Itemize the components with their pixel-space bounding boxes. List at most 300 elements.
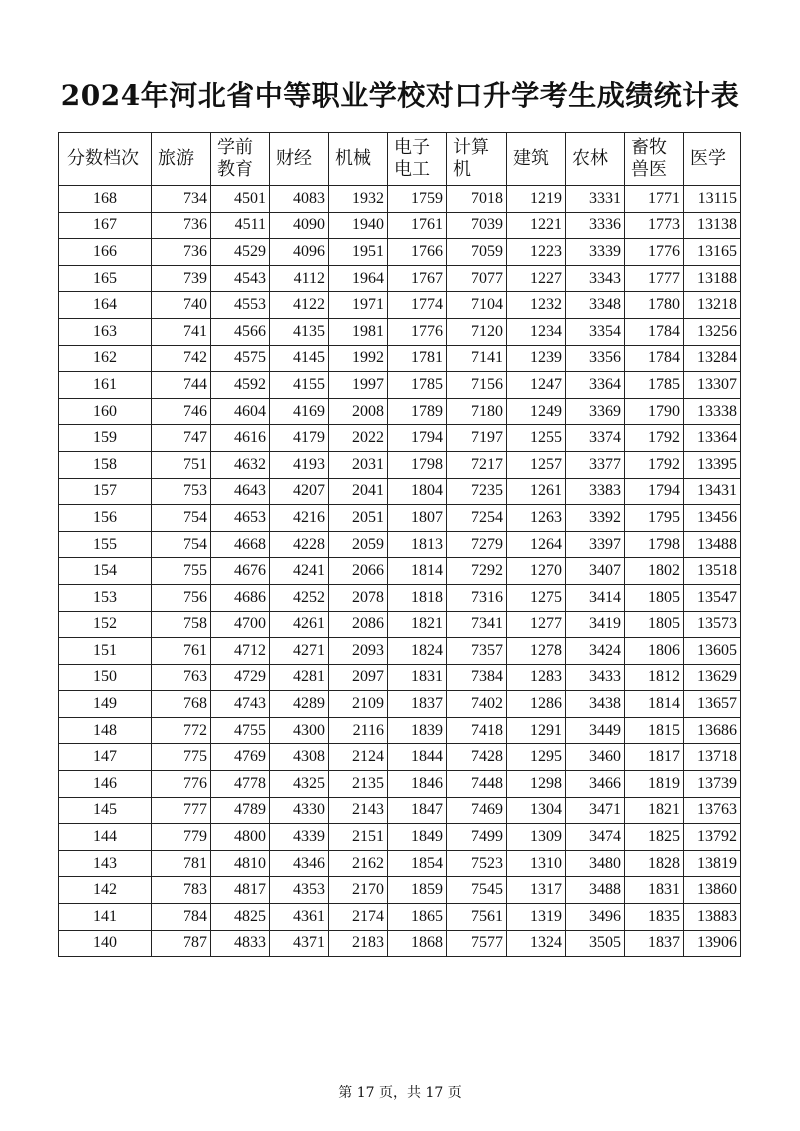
count-cell: 2170	[329, 877, 388, 904]
count-cell: 1227	[507, 265, 566, 292]
count-cell: 4686	[211, 584, 270, 611]
count-cell: 1286	[507, 691, 566, 718]
count-cell: 3374	[566, 425, 625, 452]
table-row	[59, 611, 741, 638]
count-cell: 1247	[507, 372, 566, 399]
count-cell: 1295	[507, 744, 566, 771]
table-row	[59, 904, 741, 931]
count-cell: 2051	[329, 505, 388, 532]
score-cell: 168	[59, 186, 152, 213]
count-cell: 13256	[684, 318, 741, 345]
count-cell: 2008	[329, 398, 388, 425]
count-cell: 1837	[388, 691, 447, 718]
count-cell: 2093	[329, 638, 388, 665]
count-cell: 1789	[388, 398, 447, 425]
count-cell: 3480	[566, 850, 625, 877]
score-cell: 163	[59, 318, 152, 345]
count-cell: 1249	[507, 398, 566, 425]
count-cell: 4755	[211, 717, 270, 744]
column-header	[447, 133, 507, 186]
column-header-line: 计算机	[453, 137, 489, 180]
count-cell: 3438	[566, 691, 625, 718]
count-cell: 758	[152, 611, 211, 638]
score-cell: 144	[59, 824, 152, 851]
count-cell: 1798	[388, 451, 447, 478]
count-cell: 3424	[566, 638, 625, 665]
column-header-line: 医学	[690, 148, 726, 169]
count-cell: 754	[152, 505, 211, 532]
count-cell: 1847	[388, 797, 447, 824]
count-cell: 7254	[447, 505, 507, 532]
count-cell: 3354	[566, 318, 625, 345]
count-cell: 775	[152, 744, 211, 771]
count-cell: 1298	[507, 771, 566, 798]
score-cell: 146	[59, 771, 152, 798]
count-cell: 13138	[684, 212, 741, 239]
count-cell: 3392	[566, 505, 625, 532]
table-row	[59, 345, 741, 372]
count-cell: 3348	[566, 292, 625, 319]
count-cell: 768	[152, 691, 211, 718]
count-cell: 4729	[211, 664, 270, 691]
count-cell: 3449	[566, 717, 625, 744]
count-cell: 1790	[625, 398, 684, 425]
score-cell: 156	[59, 505, 152, 532]
count-cell: 7316	[447, 584, 507, 611]
count-cell: 13218	[684, 292, 741, 319]
count-cell: 3460	[566, 744, 625, 771]
count-cell: 1818	[388, 584, 447, 611]
count-cell: 1761	[388, 212, 447, 239]
score-cell: 145	[59, 797, 152, 824]
count-cell: 7217	[447, 451, 507, 478]
count-cell: 4308	[270, 744, 329, 771]
score-cell: 143	[59, 850, 152, 877]
count-cell: 4228	[270, 531, 329, 558]
count-cell: 13518	[684, 558, 741, 585]
table-row	[59, 797, 741, 824]
page-footer: 第 17 页，共 17 页	[338, 1085, 462, 1101]
score-cell: 151	[59, 638, 152, 665]
count-cell: 1261	[507, 478, 566, 505]
count-cell: 2059	[329, 531, 388, 558]
count-cell: 1792	[625, 425, 684, 452]
count-cell: 787	[152, 930, 211, 957]
table-row	[59, 398, 741, 425]
count-cell: 13115	[684, 186, 741, 213]
count-cell: 4252	[270, 584, 329, 611]
count-cell: 7279	[447, 531, 507, 558]
count-cell: 1780	[625, 292, 684, 319]
score-cell: 167	[59, 212, 152, 239]
count-cell: 1813	[388, 531, 447, 558]
count-cell: 1776	[388, 318, 447, 345]
count-cell: 3407	[566, 558, 625, 585]
count-cell: 2124	[329, 744, 388, 771]
count-cell: 2066	[329, 558, 388, 585]
count-cell: 4096	[270, 239, 329, 266]
column-header	[566, 133, 625, 186]
count-cell: 1774	[388, 292, 447, 319]
count-cell: 1821	[625, 797, 684, 824]
table-row	[59, 850, 741, 877]
score-cell: 164	[59, 292, 152, 319]
count-cell: 4653	[211, 505, 270, 532]
count-cell: 1819	[625, 771, 684, 798]
count-cell: 4789	[211, 797, 270, 824]
count-cell: 1777	[625, 265, 684, 292]
count-cell: 3505	[566, 930, 625, 957]
count-cell: 13165	[684, 239, 741, 266]
count-cell: 1812	[625, 664, 684, 691]
count-cell: 1805	[625, 584, 684, 611]
count-cell: 13657	[684, 691, 741, 718]
count-cell: 4207	[270, 478, 329, 505]
count-cell: 7059	[447, 239, 507, 266]
table-row	[59, 505, 741, 532]
table-row	[59, 771, 741, 798]
count-cell: 7523	[447, 850, 507, 877]
count-cell: 1324	[507, 930, 566, 957]
count-cell: 781	[152, 850, 211, 877]
count-cell: 13284	[684, 345, 741, 372]
count-cell: 1940	[329, 212, 388, 239]
count-cell: 7077	[447, 265, 507, 292]
count-cell: 736	[152, 239, 211, 266]
count-cell: 3336	[566, 212, 625, 239]
count-cell: 2097	[329, 664, 388, 691]
score-cell: 154	[59, 558, 152, 585]
count-cell: 2041	[329, 478, 388, 505]
score-cell: 153	[59, 584, 152, 611]
count-cell: 3466	[566, 771, 625, 798]
count-cell: 4800	[211, 824, 270, 851]
count-cell: 7197	[447, 425, 507, 452]
count-cell: 1971	[329, 292, 388, 319]
count-cell: 741	[152, 318, 211, 345]
column-header-line: 兽医	[631, 159, 667, 180]
count-cell: 1964	[329, 265, 388, 292]
count-cell: 4241	[270, 558, 329, 585]
count-cell: 1805	[625, 611, 684, 638]
count-cell: 4676	[211, 558, 270, 585]
count-cell: 1773	[625, 212, 684, 239]
count-cell: 7341	[447, 611, 507, 638]
column-header	[684, 133, 741, 186]
count-cell: 4122	[270, 292, 329, 319]
count-cell: 1785	[388, 372, 447, 399]
count-cell: 2086	[329, 611, 388, 638]
count-cell: 7499	[447, 824, 507, 851]
count-cell: 3369	[566, 398, 625, 425]
count-cell: 7384	[447, 664, 507, 691]
count-cell: 1981	[329, 318, 388, 345]
count-cell: 751	[152, 451, 211, 478]
count-cell: 4112	[270, 265, 329, 292]
count-cell: 742	[152, 345, 211, 372]
count-cell: 1283	[507, 664, 566, 691]
count-cell: 776	[152, 771, 211, 798]
count-cell: 2078	[329, 584, 388, 611]
count-cell: 783	[152, 877, 211, 904]
count-cell: 4743	[211, 691, 270, 718]
count-cell: 1264	[507, 531, 566, 558]
count-cell: 784	[152, 904, 211, 931]
count-cell: 7235	[447, 478, 507, 505]
count-cell: 3496	[566, 904, 625, 931]
count-cell: 13573	[684, 611, 741, 638]
count-cell: 7545	[447, 877, 507, 904]
count-cell: 1802	[625, 558, 684, 585]
table-row	[59, 478, 741, 505]
count-cell: 4825	[211, 904, 270, 931]
count-cell: 1815	[625, 717, 684, 744]
count-cell: 7180	[447, 398, 507, 425]
score-cell: 150	[59, 664, 152, 691]
count-cell: 4833	[211, 930, 270, 957]
count-cell: 1759	[388, 186, 447, 213]
count-cell: 3339	[566, 239, 625, 266]
count-cell: 1275	[507, 584, 566, 611]
column-header	[507, 133, 566, 186]
count-cell: 1817	[625, 744, 684, 771]
count-cell: 3331	[566, 186, 625, 213]
count-cell: 4346	[270, 850, 329, 877]
count-cell: 1932	[329, 186, 388, 213]
count-cell: 13488	[684, 531, 741, 558]
count-cell: 4553	[211, 292, 270, 319]
header-row	[59, 133, 741, 186]
count-cell: 1794	[388, 425, 447, 452]
count-cell: 1839	[388, 717, 447, 744]
count-cell: 3383	[566, 478, 625, 505]
count-cell: 7448	[447, 771, 507, 798]
count-cell: 13307	[684, 372, 741, 399]
column-header-line: 分数档次	[67, 148, 139, 169]
column-header-line: 财经	[276, 148, 312, 169]
count-cell: 1766	[388, 239, 447, 266]
table-row	[59, 558, 741, 585]
count-cell: 777	[152, 797, 211, 824]
table-row	[59, 239, 741, 266]
count-cell: 1278	[507, 638, 566, 665]
count-cell: 761	[152, 638, 211, 665]
table-row	[59, 691, 741, 718]
count-cell: 1825	[625, 824, 684, 851]
count-cell: 1804	[388, 478, 447, 505]
column-header	[329, 133, 388, 186]
table-row	[59, 531, 741, 558]
count-cell: 4169	[270, 398, 329, 425]
count-cell: 4325	[270, 771, 329, 798]
score-cell: 152	[59, 611, 152, 638]
count-cell: 13338	[684, 398, 741, 425]
column-header-line: 旅游	[158, 148, 194, 169]
column-header-line: 农林	[572, 148, 608, 169]
count-cell: 13456	[684, 505, 741, 532]
count-cell: 3397	[566, 531, 625, 558]
count-cell: 13819	[684, 850, 741, 877]
count-cell: 4810	[211, 850, 270, 877]
count-cell: 4193	[270, 451, 329, 478]
score-statistics-table	[58, 132, 741, 957]
count-cell: 1806	[625, 638, 684, 665]
column-header	[388, 133, 447, 186]
count-cell: 1784	[625, 345, 684, 372]
score-cell: 160	[59, 398, 152, 425]
count-cell: 13906	[684, 930, 741, 957]
count-cell: 7120	[447, 318, 507, 345]
count-cell: 779	[152, 824, 211, 851]
count-cell: 2135	[329, 771, 388, 798]
count-cell: 1219	[507, 186, 566, 213]
count-cell: 1828	[625, 850, 684, 877]
count-cell: 1234	[507, 318, 566, 345]
count-cell: 4778	[211, 771, 270, 798]
table-body	[59, 186, 741, 957]
score-cell: 148	[59, 717, 152, 744]
count-cell: 4817	[211, 877, 270, 904]
column-header	[270, 133, 329, 186]
score-cell: 166	[59, 239, 152, 266]
count-cell: 13188	[684, 265, 741, 292]
count-cell: 13395	[684, 451, 741, 478]
table-row	[59, 372, 741, 399]
count-cell: 1223	[507, 239, 566, 266]
count-cell: 4604	[211, 398, 270, 425]
column-header	[59, 133, 152, 186]
count-cell: 1270	[507, 558, 566, 585]
count-cell: 4145	[270, 345, 329, 372]
score-cell: 165	[59, 265, 152, 292]
count-cell: 1831	[388, 664, 447, 691]
count-cell: 744	[152, 372, 211, 399]
score-cell: 162	[59, 345, 152, 372]
count-cell: 4135	[270, 318, 329, 345]
table-row	[59, 186, 741, 213]
column-header	[625, 133, 684, 186]
count-cell: 739	[152, 265, 211, 292]
count-cell: 4289	[270, 691, 329, 718]
table-row	[59, 212, 741, 239]
count-cell: 1837	[625, 930, 684, 957]
column-header-line: 畜牧	[631, 137, 667, 158]
count-cell: 1319	[507, 904, 566, 931]
column-header-line: 教育	[217, 159, 253, 180]
count-cell: 7141	[447, 345, 507, 372]
count-cell: 1992	[329, 345, 388, 372]
score-cell: 140	[59, 930, 152, 957]
count-cell: 2109	[329, 691, 388, 718]
table-row	[59, 638, 741, 665]
table-row	[59, 744, 741, 771]
count-cell: 1291	[507, 717, 566, 744]
table-row	[59, 824, 741, 851]
count-cell: 3377	[566, 451, 625, 478]
count-cell: 1798	[625, 531, 684, 558]
count-cell: 3343	[566, 265, 625, 292]
count-cell: 1794	[625, 478, 684, 505]
count-cell: 1304	[507, 797, 566, 824]
count-cell: 1868	[388, 930, 447, 957]
count-cell: 7039	[447, 212, 507, 239]
count-cell: 4511	[211, 212, 270, 239]
count-cell: 1846	[388, 771, 447, 798]
count-cell: 4769	[211, 744, 270, 771]
count-cell: 4261	[270, 611, 329, 638]
table-row	[59, 877, 741, 904]
count-cell: 4179	[270, 425, 329, 452]
column-header	[152, 133, 211, 186]
count-cell: 4353	[270, 877, 329, 904]
count-cell: 736	[152, 212, 211, 239]
count-cell: 13792	[684, 824, 741, 851]
count-cell: 1951	[329, 239, 388, 266]
count-cell: 4216	[270, 505, 329, 532]
count-cell: 4632	[211, 451, 270, 478]
count-cell: 4090	[270, 212, 329, 239]
count-cell: 13718	[684, 744, 741, 771]
count-cell: 1844	[388, 744, 447, 771]
count-cell: 7469	[447, 797, 507, 824]
count-cell: 1776	[625, 239, 684, 266]
column-header-line: 电工	[394, 159, 430, 180]
score-cell: 161	[59, 372, 152, 399]
column-header-line: 学前	[217, 137, 253, 158]
count-cell: 1771	[625, 186, 684, 213]
table-row	[59, 584, 741, 611]
count-cell: 7577	[447, 930, 507, 957]
count-cell: 4371	[270, 930, 329, 957]
count-cell: 7156	[447, 372, 507, 399]
count-cell: 4529	[211, 239, 270, 266]
count-cell: 1781	[388, 345, 447, 372]
score-cell: 149	[59, 691, 152, 718]
count-cell: 7104	[447, 292, 507, 319]
count-cell: 3364	[566, 372, 625, 399]
count-cell: 1309	[507, 824, 566, 851]
count-cell: 3433	[566, 664, 625, 691]
count-cell: 4566	[211, 318, 270, 345]
count-cell: 13686	[684, 717, 741, 744]
table-row	[59, 292, 741, 319]
count-cell: 1239	[507, 345, 566, 372]
score-cell: 142	[59, 877, 152, 904]
count-cell: 7402	[447, 691, 507, 718]
count-cell: 755	[152, 558, 211, 585]
count-cell: 1865	[388, 904, 447, 931]
count-cell: 1221	[507, 212, 566, 239]
column-header	[211, 133, 270, 186]
count-cell: 4592	[211, 372, 270, 399]
count-cell: 4643	[211, 478, 270, 505]
table-row	[59, 318, 741, 345]
count-cell: 772	[152, 717, 211, 744]
count-cell: 747	[152, 425, 211, 452]
count-cell: 1784	[625, 318, 684, 345]
count-cell: 1814	[388, 558, 447, 585]
table-row	[59, 664, 741, 691]
table-row	[59, 265, 741, 292]
count-cell: 4330	[270, 797, 329, 824]
count-cell: 13605	[684, 638, 741, 665]
count-cell: 740	[152, 292, 211, 319]
page-title: 2024年河北省中等职业学校对口升学考生成绩统计表	[60, 79, 740, 112]
count-cell: 1814	[625, 691, 684, 718]
count-cell: 4271	[270, 638, 329, 665]
score-cell: 158	[59, 451, 152, 478]
count-cell: 1257	[507, 451, 566, 478]
